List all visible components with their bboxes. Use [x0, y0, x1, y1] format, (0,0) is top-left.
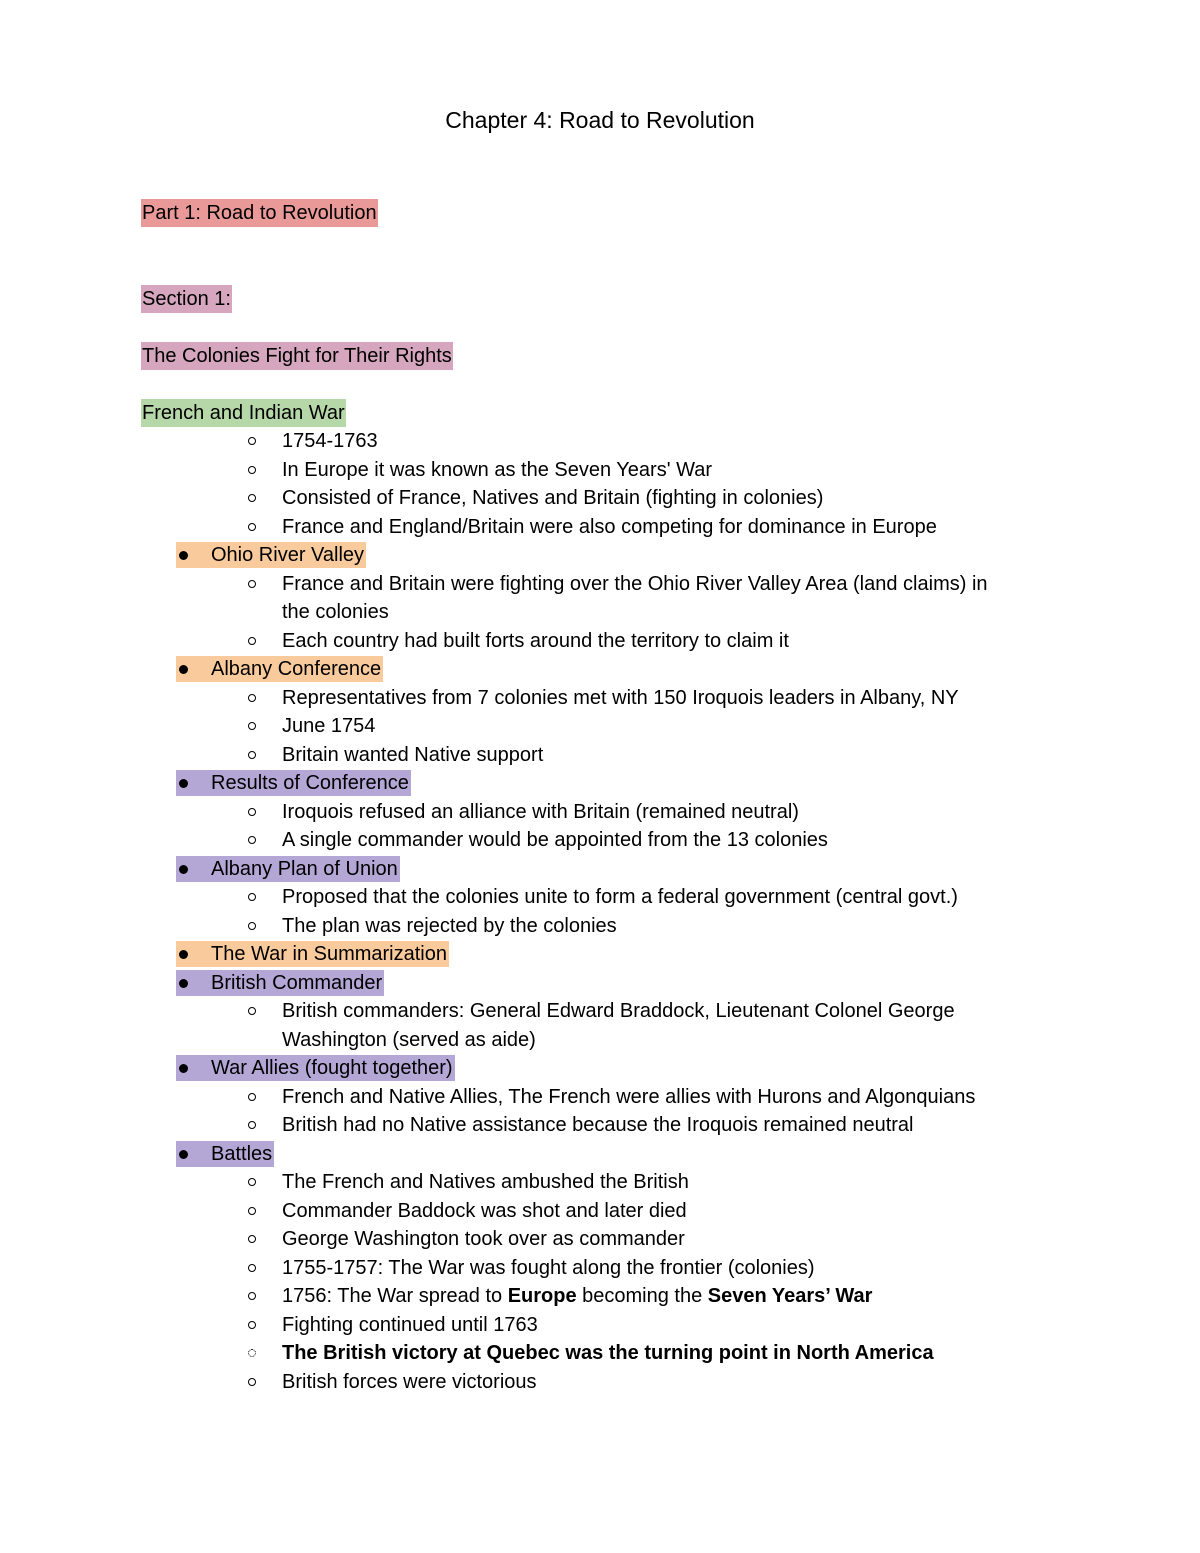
bullet-icon	[179, 665, 188, 674]
hollow-bullet-icon	[248, 722, 256, 730]
list-item: Commander Baddock was shot and later died	[0, 1197, 1200, 1226]
hollow-bullet-icon	[248, 1378, 256, 1386]
hollow-bullet-icon	[248, 1235, 256, 1243]
outline-list	[0, 427, 1200, 1396]
list-item: Britain wanted Native support	[0, 741, 1200, 770]
bullet-icon	[179, 779, 188, 788]
topic-heading: French and Indian War	[141, 399, 346, 427]
outline-heading-albany: Albany Conference	[0, 655, 1200, 684]
list-item: June 1754	[0, 712, 1200, 741]
hollow-bullet-icon	[248, 1321, 256, 1329]
bullet-icon	[179, 1150, 188, 1159]
hollow-bullet-icon	[248, 922, 256, 930]
list-item: British forces were victorious	[0, 1368, 1200, 1397]
list-item: The plan was rejected by the colonies	[0, 912, 1200, 941]
bullet-icon	[179, 551, 188, 560]
hollow-bullet-icon	[248, 893, 256, 901]
hollow-bullet-icon	[248, 1207, 256, 1215]
list-item: Representatives from 7 colonies met with 150 Iroquois leaders in Albany, NY	[0, 684, 1200, 713]
section-heading: Section 1:	[141, 285, 232, 313]
section-title: The Colonies Fight for Their Rights	[141, 342, 453, 370]
hollow-bullet-icon	[248, 523, 256, 531]
list-item: Each country had built forts around the territory to claim it	[0, 627, 1200, 656]
hollow-bullet-icon	[248, 637, 256, 645]
hollow-bullet-icon	[248, 494, 256, 502]
hollow-bullet-icon	[248, 580, 256, 588]
outline-heading-commander: British Commander	[0, 969, 1200, 998]
outline-heading-summary: The War in Summarization	[0, 940, 1200, 969]
list-item-continuation: the colonies	[282, 601, 389, 623]
list-item: Fighting continued until 1763	[0, 1311, 1200, 1340]
outline-heading-ohio: Ohio River Valley	[0, 541, 1200, 570]
hollow-bullet-icon	[248, 1264, 256, 1272]
list-item: British had no Native assistance because the Iroquois remained neutral	[0, 1111, 1200, 1140]
list-item: A single commander would be appointed from the 13 colonies	[0, 826, 1200, 855]
list-item-continuation: Washington (served as aide)	[282, 1028, 536, 1051]
hollow-bullet-icon	[248, 1007, 256, 1015]
list-item: The British victory at Quebec was the turning point in North America	[0, 1339, 1200, 1368]
list-item: France and England/Britain were also competing for dominance in Europe	[0, 513, 1200, 542]
hollow-bullet-icon	[248, 466, 256, 474]
outline-heading-allies: War Allies (fought together)	[0, 1054, 1200, 1083]
bullet-icon	[179, 979, 188, 988]
list-item: French and Native Allies, The French were allies with Hurons and Algonquians	[0, 1083, 1200, 1112]
page-title: Chapter 4: Road to Revolution	[445, 107, 755, 133]
part-heading: Part 1: Road to Revolution	[141, 199, 378, 227]
hollow-bullet-icon	[248, 836, 256, 844]
hollow-bullet-icon	[248, 1178, 256, 1186]
list-item: In Europe it was known as the Seven Years' War	[0, 456, 1200, 485]
list-item: British commanders: General Edward Braddock, Lieutenant Colonel George	[0, 997, 1200, 1026]
hollow-bullet-icon	[248, 751, 256, 759]
hollow-bullet-icon	[248, 437, 256, 445]
list-item: Proposed that the colonies unite to form a federal government (central govt.)	[0, 883, 1200, 912]
bullet-icon	[179, 950, 188, 959]
outline-heading-plan: Albany Plan of Union	[0, 855, 1200, 884]
list-item: 1755-1757: The War was fought along the frontier (colonies)	[0, 1254, 1200, 1283]
bullet-icon	[179, 865, 188, 874]
list-item: France and Britain were fighting over the Ohio River Valley Area (land claims) in	[0, 570, 1200, 599]
outline-heading-battles: Battles	[0, 1140, 1200, 1169]
hollow-bullet-icon	[248, 1121, 256, 1129]
dotted-bullet-icon	[248, 1349, 256, 1357]
hollow-bullet-icon	[248, 1093, 256, 1101]
hollow-bullet-icon	[248, 1292, 256, 1300]
hollow-bullet-icon	[248, 694, 256, 702]
hollow-bullet-icon	[248, 808, 256, 816]
list-item: The French and Natives ambushed the British	[0, 1168, 1200, 1197]
list-item: 1756: The War spread to Europe becoming the Seven Years’ War	[0, 1282, 1200, 1311]
list-item: Iroquois refused an alliance with Britain (remained neutral)	[0, 798, 1200, 827]
list-item: 1754-1763	[0, 427, 1200, 456]
list-item: George Washington took over as commander	[0, 1225, 1200, 1254]
list-item: Consisted of France, Natives and Britain (fighting in colonies)	[0, 484, 1200, 513]
bullet-icon	[179, 1064, 188, 1073]
outline-heading-results: Results of Conference	[0, 769, 1200, 798]
